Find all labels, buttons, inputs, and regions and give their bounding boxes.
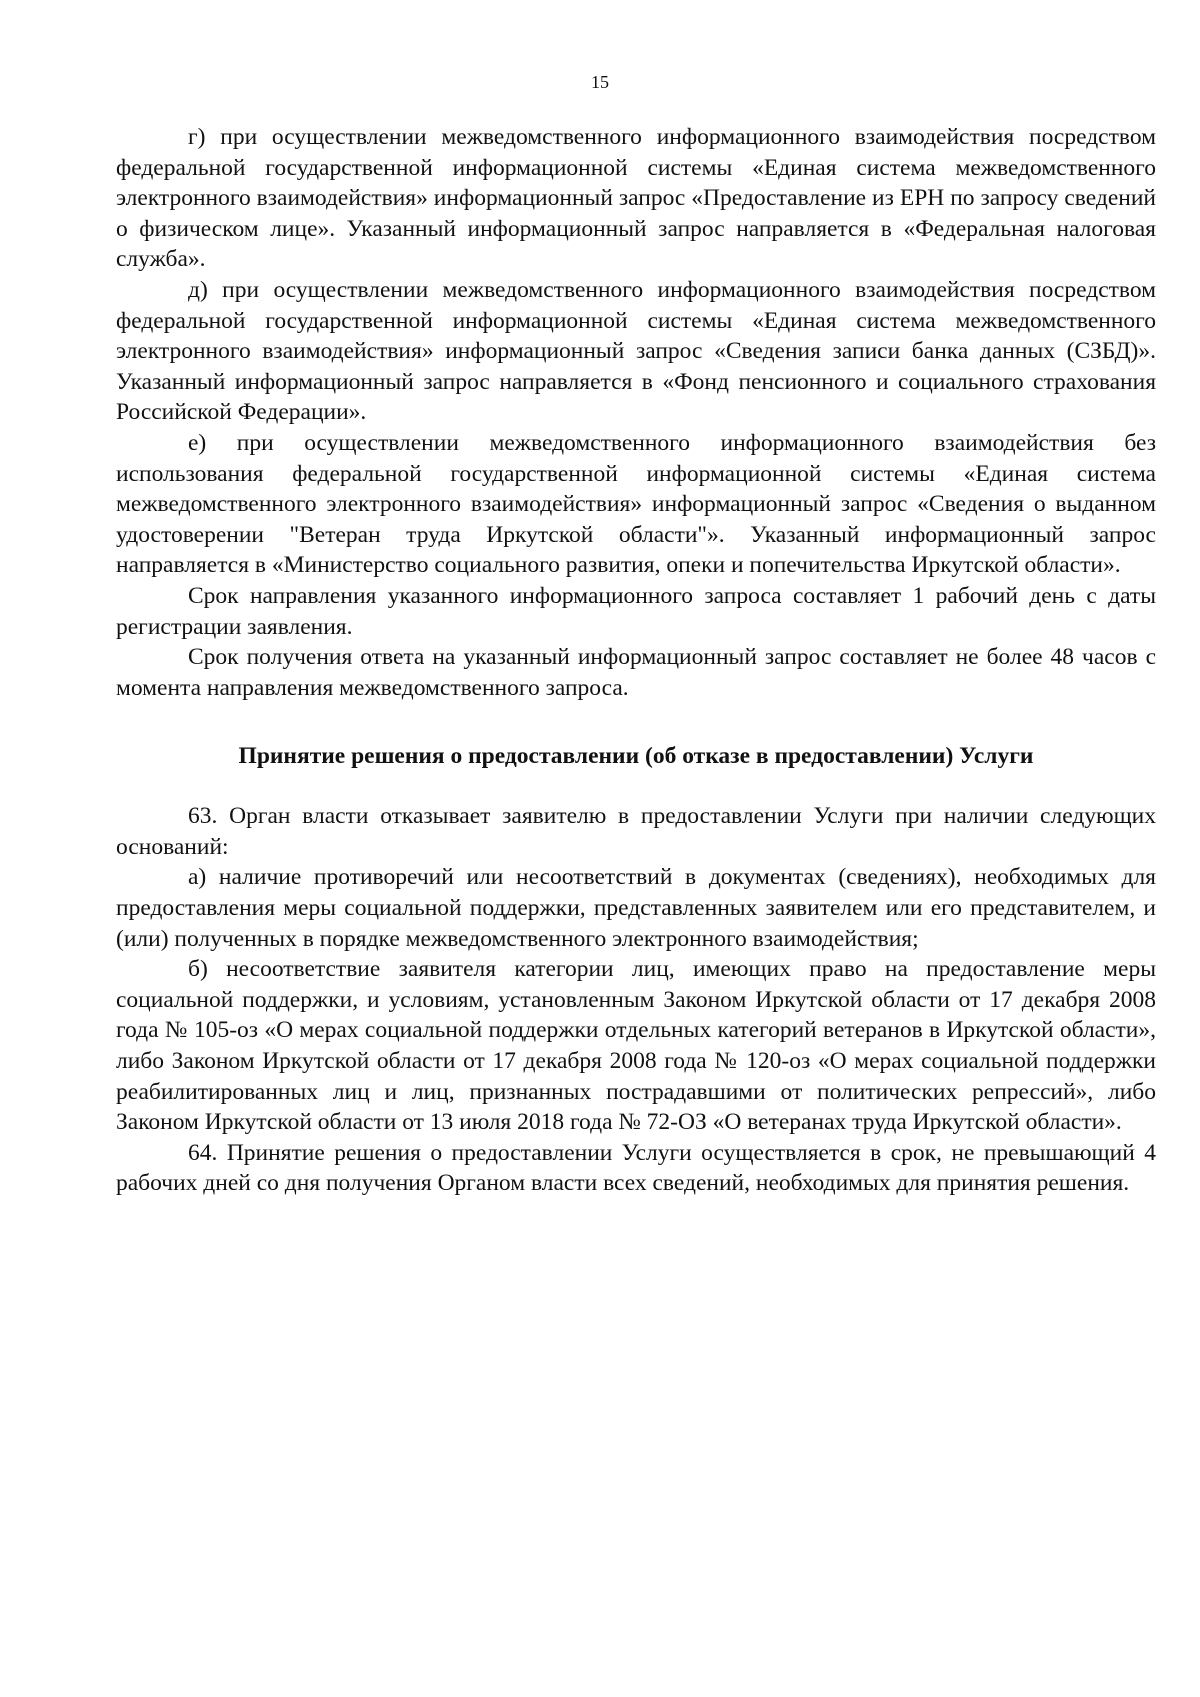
paragraph-63: 63. Орган власти отказывает заявителю в предоставлении Услуги при наличии следующих оснований: xyxy=(116,803,1156,860)
paragraph-64: 64. Принятие решения о предоставлении Услуги осуществляется в срок, не превышающий 4 рабочих дней со дня получения Органом власти всех сведений, необходимых для принятия решения. xyxy=(116,1139,1156,1197)
paragraph-item-e: е) при осуществлении межведомственного информационного взаимодействия без использования федеральной государственной информационной системы «Единая система межведомственного электронного взаимодействия» информационный запрос «Сведения о выданном удостоверении "Ветеран труда Иркутской области"». Указанный информационный запрос направляется в «Министерство социального развития, опеки и попечительства Иркутской области». xyxy=(116,429,1156,579)
section-heading: Принятие решения о предоставлении (об отказе в предоставлении) Услуги xyxy=(238,743,1034,770)
page-number: 15 xyxy=(591,72,609,92)
paragraph-item-d: д) при осуществлении межведомственного информационного взаимодействия посредством федеральной государственной информационной системы «Единая система межведомственного электронного взаимодействия» информационный запрос «Сведения записи банка данных (СЗБД)». Указанный информационный запрос направляется в «Фонд пенсионного и социального страхования Российской Федерации». xyxy=(116,276,1156,426)
paragraph-item-b: б) несоответствие заявителя категории лиц, имеющих право на предоставление меры социальной поддержки, и условиям, установленным Законом Иркутской области от 17 декабря 2008 года № 105-оз «О мерах социальной поддержки отдельных категорий ветеранов в Иркутской области», либо Законом Иркутской области от 17 декабря 2008 года № 120-оз «О мерах социальной поддержки реабилитированных лиц и лиц, признанных пострадавшими от политических репрессий», либо Законом Иркутской области от 13 июля 2018 года № 72-ОЗ «О ветеранах труда Иркутской области». xyxy=(116,956,1156,1136)
paragraph-item-g: г) при осуществлении межведомственного информационного взаимодействия посредством федеральной государственной информационной системы «Единая система межведомственного электронного взаимодействия» информационный запрос «Предоставление из ЕРН по запросу сведений о физическом лице». Указанный информационный запрос направляется в «Федеральная налоговая служба». xyxy=(116,124,1156,273)
paragraph-item-a: а) наличие противоречий или несоответствий в документах (сведениях), необходимых для предоставления меры социальной поддержки, представленных заявителем или его представителем, и (или) полученных в порядке межведомственного электронного взаимодействия; xyxy=(116,864,1156,952)
paragraph-response-deadline: Срок получения ответа на указанный информационный запрос составляет не более 48 часов с момента направления межведомственного запроса. xyxy=(116,644,1156,701)
document-body xyxy=(116,122,1156,1199)
paragraph-request-deadline: Срок направления указанного информационного запроса составляет 1 рабочий день с даты регистрации заявления. xyxy=(116,582,1156,640)
